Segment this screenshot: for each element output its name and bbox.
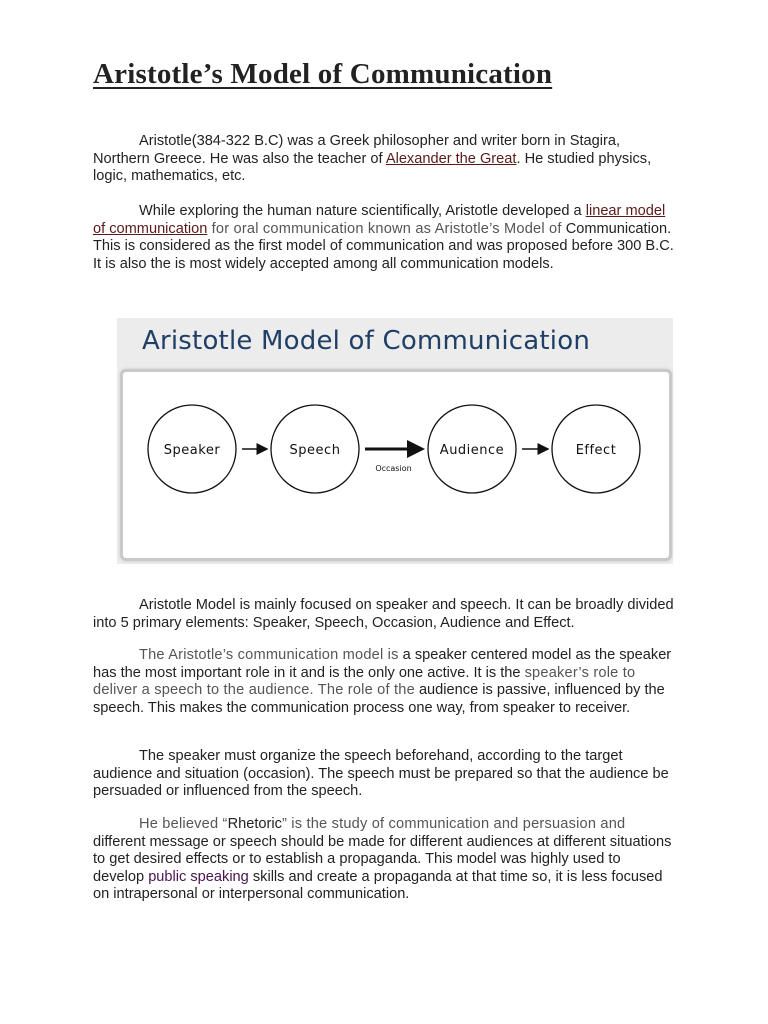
diagram-flow [117,365,673,564]
focus-paragraph: Aristotle Model is mainly focused on speaker and speech. It can be broadly divided into 5 primary elements: Speaker, Speech, Occasion, Audience and Effect. [93,597,674,631]
organize-speech-paragraph: The speaker must organize the speech beforehand, according to the target audience and situation (occasion). The speech must be prepared so that the audience be persuaded or influenced from the speech. [93,748,669,799]
speaker-centered-soft-2: speaker’s role to deliver a speech to the audience. The role of the [93,664,636,698]
node-speech [271,405,359,493]
speaker-centered-text-end: audience is passive, influenced by the speech. This makes the communication process one way, from speaker to receiver. [93,682,665,716]
node-speaker [148,405,236,493]
rhetoric-soft-2: ” is the study of communication and persuasion and [281,816,626,832]
rhetoric-text: different message or speech should be made for different audiences at different situations to get desired effects or to establish a propaganda. This model was highly used to develop [93,833,672,885]
intro-text-end: . He studied physics, logic, mathematics, etc. [93,150,652,184]
linear-model-soft-text: for oral communication known as Aristotle’s Model of [207,220,562,237]
edge-label-occasion: Occasion [375,464,412,473]
diagram-box [117,365,673,564]
speaker-centered-text: a speaker centered model as the speaker has the most important role in it and is the only one active. It is the [93,647,672,681]
rhetoric-soft-1: He believed “ [139,816,228,832]
communication-diagram [117,318,673,564]
page-title: Aristotle’s Model of Communication [93,58,553,90]
linear-model-link[interactable]: linear model of communication [93,203,666,237]
speaker-centered-soft-1: The Aristotle’s communication model is [139,647,399,663]
diagram-title: Aristotle Model of Communication [142,326,591,356]
node-label: Speaker [163,443,221,458]
rhetoric-word: Rhetoric [227,816,282,832]
node-label: Audience [439,443,505,458]
linear-model-text-end: Communication. This is considered as the first model of communication and was proposed before 300 B.C. It is also the is most widely accepted among all communication models. [93,220,674,272]
linear-model-text: While exploring the human nature scientifically, Aristotle developed a [139,203,586,219]
intro-text: Aristotle(384-322 B.C) was a Greek philosopher and writer born in Stagira, Northern Greece. He was also the teacher of [93,133,621,167]
alexander-the-great-link[interactable]: Alexander the Great [385,150,517,167]
rhetoric-text-end: skills and create a propaganda at that time so, it is less focused on intrapersonal or interpersonal communication. [93,868,663,902]
speaker-centered-paragraph [93,647,675,717]
node-effect [552,405,640,493]
node-label: Speech [289,443,341,458]
node-audience [428,405,516,493]
node-label: Effect [575,443,617,458]
rhetoric-paragraph [93,816,675,904]
public-speaking-link[interactable]: public speaking [148,868,249,885]
intro-paragraph [93,133,675,186]
linear-model-paragraph [93,203,675,273]
